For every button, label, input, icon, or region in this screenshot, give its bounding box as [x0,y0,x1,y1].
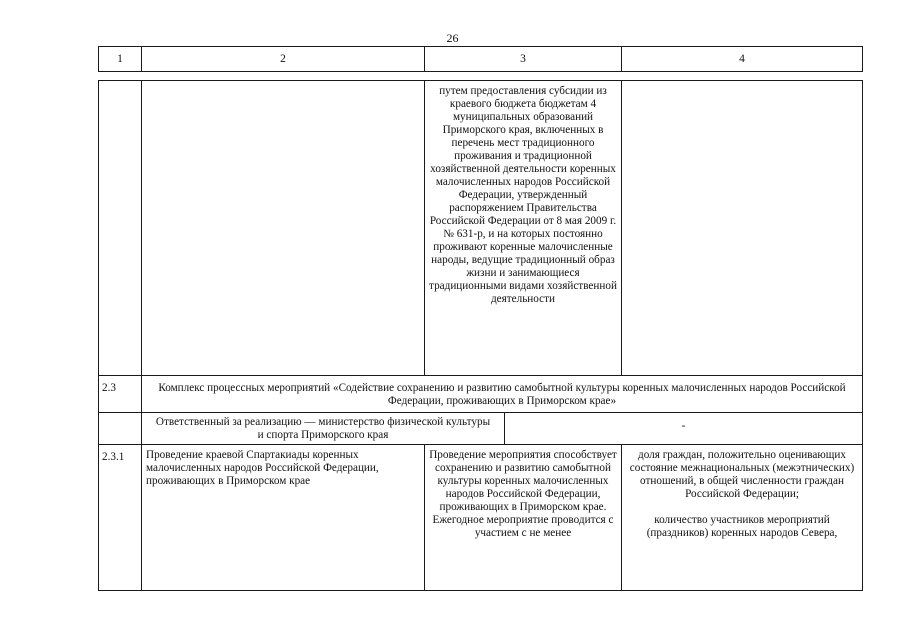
section-number: 2.3 [99,376,142,413]
continuation-row [99,81,863,376]
continuation-col-3: путем предоставления субсидии из краевого бюджета бюджетам 4 муниципальных образований Приморского края, включенных в перечень мест традиционного проживания и традиционной хозяйственной деятельности коренных малочисленных народов Российской Федерации, утвержденный распоряжением Правительства Российской Федерации от 8 мая 2009 г. № 631-р, и на которых постоянно проживают коренные малочисленные народы, ведущие традиционный образ жизни и занимающиеся традиционными видами хозяйственной деятельности [425,81,622,376]
indicator-participants: количество участников мероприятий (праздников) коренных народов Севера, [646,514,838,539]
header-col-4: 4 [622,47,863,72]
program-table [98,80,863,591]
item-row [99,445,863,591]
continuation-col-4 [622,81,863,376]
header-row-table [98,46,863,72]
item-number: 2.3.1 [99,445,142,591]
item-indicators [622,445,863,591]
continuation-col-1 [99,81,142,376]
item-description: Проведение краевой Спартакиады коренных малочисленных народов Российской Федерации, проживающих в Приморском крае [142,445,425,591]
header-col-3: 3 [425,47,622,72]
paragraph-gap [626,501,858,514]
header-col-1: 1 [99,47,142,72]
page-number: 26 [446,31,459,45]
section-title: Комплекс процессных мероприятий «Содействие сохранению и развитию самобытной культуры коренных малочисленных народов Российской Федерации, проживающих в Приморском крае» [142,376,863,413]
item-result-text: Проведение мероприятия способствует сохранению и развитию самобытной культуры коренных малочисленных народов Российской Федерации, проживающих в Приморском крае. Ежегодное мероприятие проводится с участием с не менее [425,445,622,591]
continuation-col-2 [142,81,425,376]
indicator-share-citizens: доля граждан, положительно оценивающих состояние межнациональных (межэтнических) отношений, в общей численности граждан Российской Федерации; [629,449,855,500]
responsible-row [99,413,863,445]
section-row [99,376,863,413]
responsible-label: Ответственный за реализацию — министерство физической культуры и спорта Приморского края [142,413,505,445]
responsible-value: - [505,413,863,445]
header-row [99,47,863,72]
responsible-empty-cell [99,413,142,445]
header-col-2: 2 [142,47,425,72]
